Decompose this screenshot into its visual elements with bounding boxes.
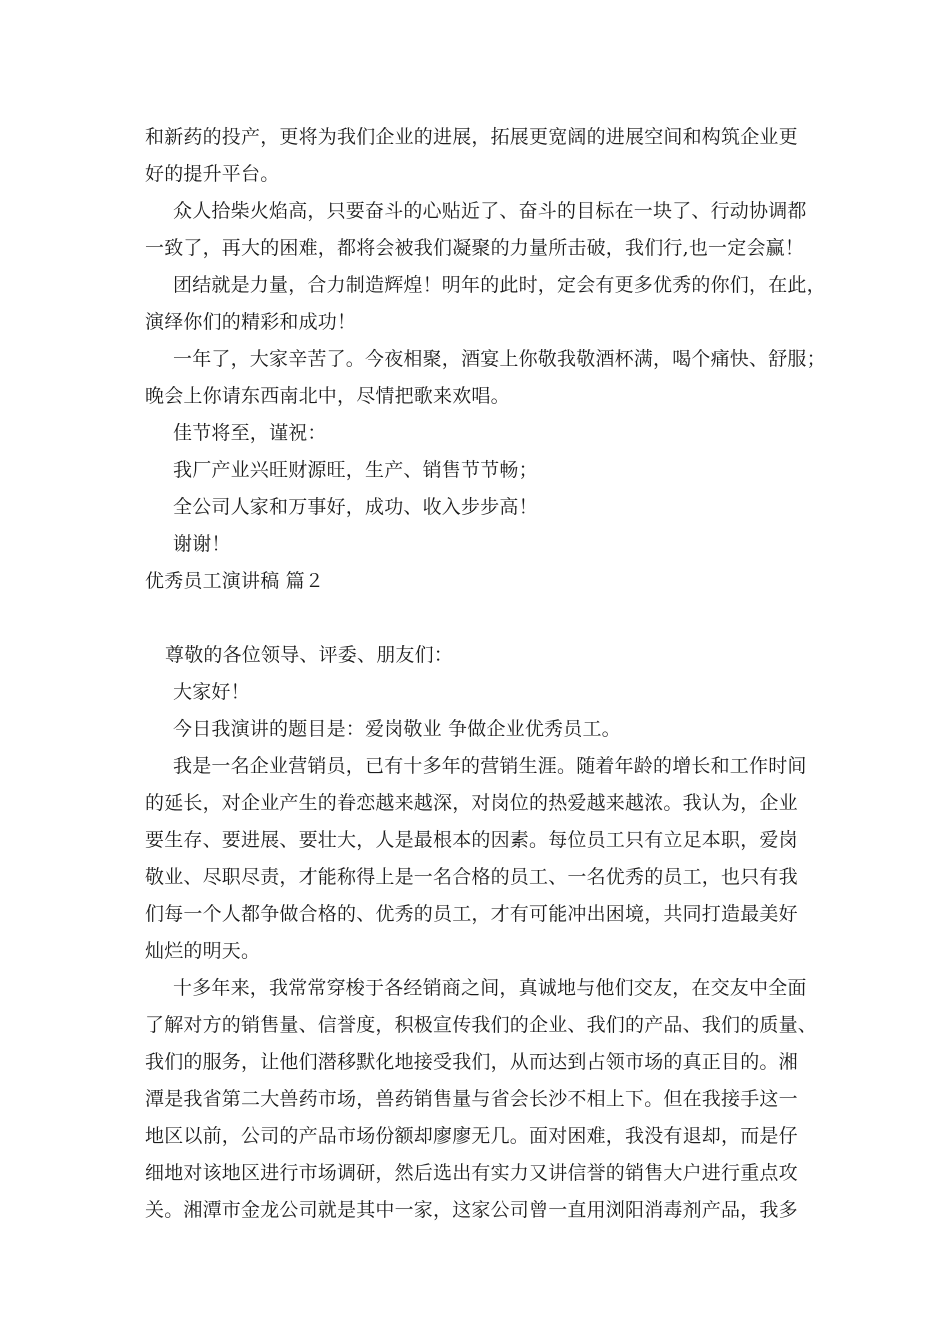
section-heading: 优秀员工演讲稿 篇２ <box>145 570 325 592</box>
text-line: 一致了，再大的困难，都将会被我们凝聚的力量所击破，我们行,也一定会赢！ <box>145 237 805 259</box>
text-line: 好的提升平台。 <box>145 163 280 185</box>
document-body <box>145 119 826 1229</box>
speech-topic: 今日我演讲的题目是：爱岗敬业 争做企业优秀员工。 <box>173 718 621 740</box>
salutation: 尊敬的各位领导、评委、朋友们： <box>165 644 454 666</box>
paragraph-start: 一年了，大家辛苦了。今夜相聚，酒宴上你敬我敬酒杯满，喝个痛快、舒服； <box>173 348 826 370</box>
text-line: 的延长，对企业产生的眷恋越来越深，对岗位的热爱越来越浓。我认为，企业 <box>145 792 798 814</box>
text-line: 潭是我省第二大兽药市场，兽药销售量与省会长沙不相上下。但在我接手这一 <box>145 1088 798 1110</box>
text-line: 了解对方的销售量、信誉度，积极宣传我们的企业、我们的产品、我们的质量、 <box>145 1014 818 1036</box>
text-line: 演绎你们的精彩和成功！ <box>145 311 357 333</box>
text-line: 和新药的投产，更将为我们企业的进展，拓展更宽阔的进展空间和构筑企业更 <box>145 126 798 148</box>
text-line: 们每一个人都争做合格的、优秀的员工，才有可能冲出困境，共同打造最美好 <box>145 903 798 925</box>
text-line: 要生存、要进展、要壮大，人是最根本的因素。每位员工只有立足本职，爱岗 <box>145 829 798 851</box>
text-line: 我们的服务，让他们潜移默化地接受我们，从而达到占领市场的真正目的。湘 <box>145 1051 798 1073</box>
text-line: 地区以前，公司的产品市场份额却廖廖无几。面对困难，我没有退却，而是仔 <box>145 1125 798 1147</box>
paragraph-start: 佳节将至，谨祝： <box>173 422 327 444</box>
text-line: 关。湘潭市金龙公司就是其中一家，这家公司曾一直用浏阳消毒剂产品，我多 <box>145 1199 798 1221</box>
paragraph-start: 谢谢！ <box>173 533 231 555</box>
paragraph-start: 我厂产业兴旺财源旺，生产、销售节节畅； <box>173 459 538 481</box>
text-line: 敬业、尽职尽责，才能称得上是一名合格的员工、一名优秀的员工，也只有我 <box>145 866 798 888</box>
paragraph-start: 十多年来，我常常穿梭于各经销商之间，真诚地与他们交友，在交友中全面 <box>173 977 807 999</box>
paragraph-start: 我是一名企业营销员，已有十多年的营销生涯。随着年龄的增长和工作时间 <box>173 755 807 777</box>
text-line: 晚会上你请东西南北中，尽情把歌来欢唱。 <box>145 385 510 407</box>
text-line: 细地对该地区进行市场调研，然后选出有实力又讲信誉的销售大户进行重点攻 <box>145 1162 798 1184</box>
text-line: 灿烂的明天。 <box>145 940 261 962</box>
paragraph-start: 全公司人家和万事好，成功、收入步步高！ <box>173 496 538 518</box>
paragraph-start: 众人拾柴火焰高，只要奋斗的心贴近了、奋斗的目标在一块了、行动协调都 <box>173 200 807 222</box>
paragraph-start: 团结就是力量，合力制造辉煌！明年的此时，定会有更多优秀的你们，在此， <box>173 274 826 296</box>
greeting: 大家好！ <box>173 681 250 703</box>
blank-line <box>145 600 815 637</box>
